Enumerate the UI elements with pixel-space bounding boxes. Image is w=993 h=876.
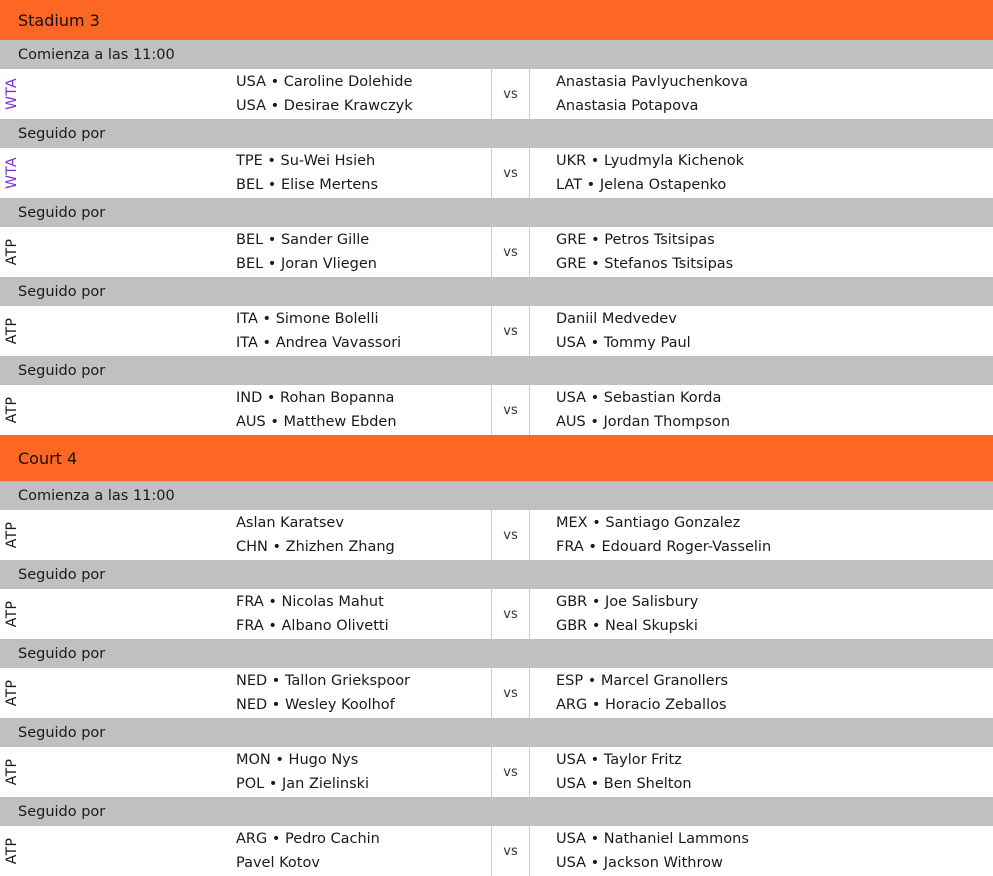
match-slot [0,797,993,876]
match-row[interactable] [0,826,993,876]
tour-badge-wta [0,148,24,198]
slot-header [0,40,993,69]
player-name[interactable]: ARG • Pedro Cachin [236,830,380,847]
player-name[interactable]: TPE • Su-Wei Hsieh [236,152,376,169]
match-slot [0,718,993,797]
vs-label: vs [503,606,518,622]
vs-label: vs [503,86,518,102]
slot-header [0,277,993,306]
vs-label: vs [503,323,518,339]
vs-label: vs [503,843,518,859]
court-header [0,435,993,481]
player-name[interactable]: ITA • Simone Bolelli [236,310,379,327]
tour-badge-atp [0,668,24,718]
team-b [530,589,993,639]
player-name[interactable]: FRA • Albano Olivetti [236,617,389,634]
tour-badge-atp [0,227,24,277]
player-name[interactable]: UKR • Lyudmyla Kichenok [556,152,744,169]
tour-label: ATP [4,600,20,628]
team-a [24,668,491,718]
slot-header [0,481,993,510]
match-row[interactable] [0,69,993,119]
tour-badge-atp [0,747,24,797]
player-name[interactable]: ITA • Andrea Vavassori [236,334,402,351]
slot-header [0,198,993,227]
vs-divider [491,510,530,560]
tour-label: ATP [4,238,20,266]
team-a [24,69,491,119]
vs-divider [491,589,530,639]
player-name[interactable]: POL • Jan Zielinski [236,775,370,792]
tour-badge-atp [0,510,24,560]
player-name[interactable]: Anastasia Pavlyuchenkova [556,73,749,90]
team-a [24,227,491,277]
player-name[interactable]: IND • Rohan Bopanna [236,389,395,406]
player-name[interactable]: GRE • Petros Tsitsipas [556,231,715,248]
player-name[interactable]: GRE • Stefanos Tsitsipas [556,255,734,272]
tour-badge-atp [0,306,24,356]
team-b [530,668,993,718]
player-name[interactable]: USA • Nathaniel Lammons [556,830,749,847]
slot-header [0,718,993,747]
match-slot [0,639,993,718]
player-name[interactable]: AUS • Jordan Thompson [556,413,731,430]
court-slots [0,481,993,876]
vs-label: vs [503,527,518,543]
vs-divider [491,227,530,277]
tour-label: WTA [4,78,20,110]
vs-divider [491,148,530,198]
match-slot [0,481,993,560]
team-a [24,148,491,198]
slot-time-label: Comienza a las 11:00 [18,46,175,63]
match-row[interactable] [0,148,993,198]
team-b [530,826,993,876]
slot-time-label: Seguido por [18,204,106,221]
match-row[interactable] [0,668,993,718]
tour-label: ATP [4,679,20,707]
tour-badge-atp [0,589,24,639]
vs-divider [491,826,530,876]
match-row[interactable] [0,589,993,639]
slot-time-label: Seguido por [18,803,106,820]
team-a [24,510,491,560]
player-name[interactable]: USA • Tommy Paul [556,334,691,351]
slot-time-label: Seguido por [18,125,106,142]
team-b [530,148,993,198]
player-name[interactable]: MEX • Santiago Gonzalez [556,514,741,531]
tour-label: ATP [4,758,20,786]
slot-time-label: Seguido por [18,724,106,741]
slot-time-label: Seguido por [18,362,106,379]
player-name[interactable]: BEL • Joran Vliegen [236,255,377,272]
tour-badge-atp [0,385,24,435]
vs-divider [491,668,530,718]
match-row[interactable] [0,227,993,277]
team-a [24,306,491,356]
tour-label: ATP [4,396,20,424]
match-row[interactable] [0,510,993,560]
match-slot [0,40,993,119]
match-slot [0,356,993,435]
vs-label: vs [503,402,518,418]
team-a [24,589,491,639]
team-a [24,385,491,435]
player-name[interactable]: FRA • Edouard Roger-Vasselin [556,538,772,555]
slot-time-label: Seguido por [18,645,106,662]
team-b [530,227,993,277]
player-name[interactable]: NED • Tallon Griekspoor [236,672,411,689]
court-name: Stadium 3 [18,10,100,30]
player-name[interactable]: FRA • Nicolas Mahut [236,593,384,610]
match-slot [0,277,993,356]
slot-header [0,797,993,826]
tour-label: WTA [4,157,20,189]
team-b [530,747,993,797]
player-name[interactable]: ARG • Horacio Zeballos [556,696,727,713]
match-row[interactable] [0,385,993,435]
vs-divider [491,306,530,356]
vs-divider [491,69,530,119]
team-b [530,306,993,356]
player-name[interactable]: USA • Taylor Fritz [556,751,682,768]
player-name[interactable]: AUS • Matthew Ebden [236,413,397,430]
player-name[interactable]: USA • Desirae Krawczyk [236,97,413,114]
court-section [0,435,993,876]
player-name[interactable]: GBR • Joe Salisbury [556,593,699,610]
tour-badge-atp [0,826,24,876]
tour-label: ATP [4,317,20,345]
player-name[interactable]: USA • Jackson Withrow [556,854,723,871]
player-name[interactable]: ESP • Marcel Granollers [556,672,729,689]
tour-label: ATP [4,521,20,549]
vs-label: vs [503,165,518,181]
slot-header [0,639,993,668]
match-slot [0,560,993,639]
vs-label: vs [503,244,518,260]
court-name: Court 4 [18,448,78,468]
slot-time-label: Seguido por [18,566,106,583]
player-name[interactable]: LAT • Jelena Ostapenko [556,176,727,193]
match-slot [0,119,993,198]
player-name[interactable]: BEL • Elise Mertens [236,176,379,193]
player-name[interactable]: Pavel Kotov [236,854,320,871]
slot-time-label: Comienza a las 11:00 [18,487,175,504]
player-name[interactable]: BEL • Sander Gille [236,231,370,248]
player-name[interactable]: CHN • Zhizhen Zhang [236,538,395,555]
slot-header [0,119,993,148]
match-row[interactable] [0,747,993,797]
court-header [0,0,993,40]
team-a [24,826,491,876]
player-name[interactable]: USA • Ben Shelton [556,775,692,792]
player-name[interactable]: USA • Caroline Dolehide [236,73,413,90]
tour-badge-wta [0,69,24,119]
team-a [24,747,491,797]
slot-header [0,560,993,589]
match-row[interactable] [0,306,993,356]
team-b [530,510,993,560]
slot-header [0,356,993,385]
player-name[interactable]: Anastasia Potapova [556,97,699,114]
slot-time-label: Seguido por [18,283,106,300]
player-name[interactable]: USA • Sebastian Korda [556,389,722,406]
court-section [0,0,993,435]
tour-label: ATP [4,837,20,865]
match-slot [0,198,993,277]
player-name[interactable]: Daniil Medvedev [556,310,677,327]
team-b [530,69,993,119]
player-name[interactable]: Aslan Karatsev [236,514,344,531]
player-name[interactable]: MON • Hugo Nys [236,751,359,768]
vs-divider [491,385,530,435]
vs-label: vs [503,764,518,780]
player-name[interactable]: GBR • Neal Skupski [556,617,698,634]
player-name[interactable]: NED • Wesley Koolhof [236,696,395,713]
vs-label: vs [503,685,518,701]
vs-divider [491,747,530,797]
team-b [530,385,993,435]
court-slots [0,40,993,435]
